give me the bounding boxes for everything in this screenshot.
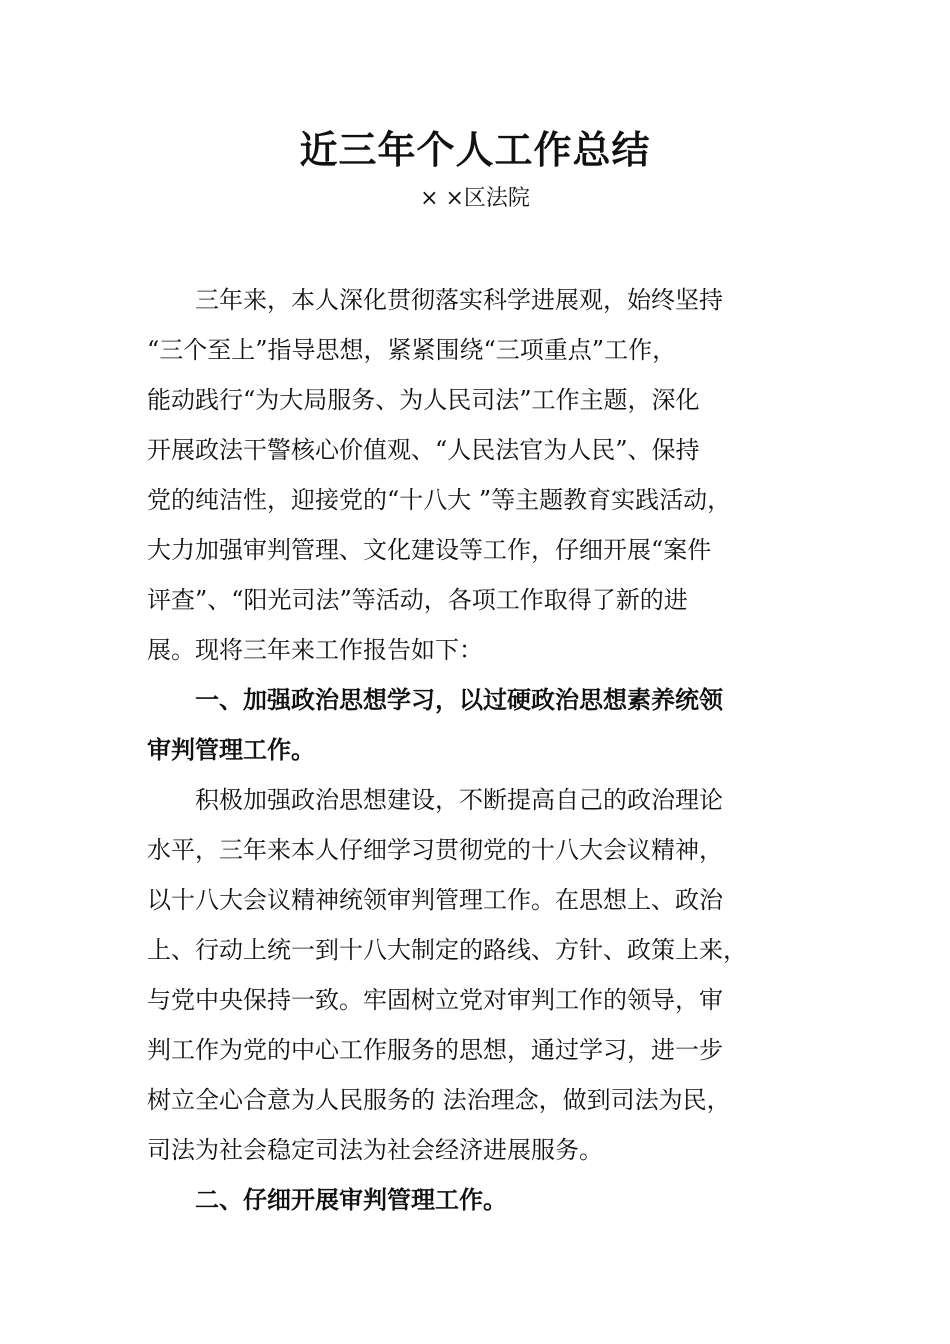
paragraph-intro-line: 展。现将三年来工作报告如下： [147, 636, 483, 664]
paragraph-section-1-line: 判工作为党的中心工作服务的思想，通过学习，进一步 [147, 1036, 723, 1064]
paragraph-intro-line: “三个至上”指导思想，紧紧围绕“三项重点”工作， [147, 336, 677, 364]
paragraph-intro-line: 开展政法干警核心价值观、“人民法官为人民”、保持 [147, 436, 700, 464]
paragraph-section-1-line: 以十八大会议精神统领审判管理工作。在思想上、政治 [147, 886, 723, 914]
section-heading-1-line: 一、加强政治思想学习，以过硬政治思想素养统领 [195, 686, 723, 714]
paragraph-section-1-line: 与党中央保持一致。牢固树立党对审判工作的领导，审 [147, 986, 723, 1014]
paragraph-intro-line: 党的纯洁性，迎接党的“十八大 ”等主题教育实践活动， [147, 486, 732, 514]
paragraph-intro-line: 大力加强审判管理、文化建设等工作，仔细开展“案件 [147, 536, 712, 564]
paragraph-section-1-line: 积极加强政治思想建设，不断提高自己的政治理论 [195, 786, 723, 814]
section-heading-2-line: 二、仔细开展审判管理工作。 [195, 1186, 507, 1214]
document-title: 近三年个人工作总结 [299, 128, 651, 172]
section-heading-1-line: 审判管理工作。 [147, 736, 315, 764]
paragraph-section-1-line: 水平，三年来本人仔细学习贯彻党的十八大会议精神， [147, 836, 723, 864]
paragraph-section-1-line: 树立全心合意为人民服务的 法治理念，做到司法为民， [147, 1086, 731, 1114]
paragraph-section-1-line: 上、行动上统一到十八大制定的路线、方针、政策上来， [147, 936, 747, 964]
paragraph-intro-line: 能动践行“为大局服务、为人民司法”工作主题，深化 [147, 386, 700, 414]
paragraph-intro-line: 三年来，本人深化贯彻落实科学进展观，始终坚持 [195, 286, 723, 314]
paragraph-section-1-line: 司法为社会稳定司法为社会经济进展服务。 [147, 1136, 603, 1164]
document-body [147, 275, 787, 1225]
document-author: × ×区法院 [420, 186, 530, 211]
paragraph-intro-line: 评查”、“阳光司法”等活动，各项工作取得了新的进 [147, 586, 688, 614]
